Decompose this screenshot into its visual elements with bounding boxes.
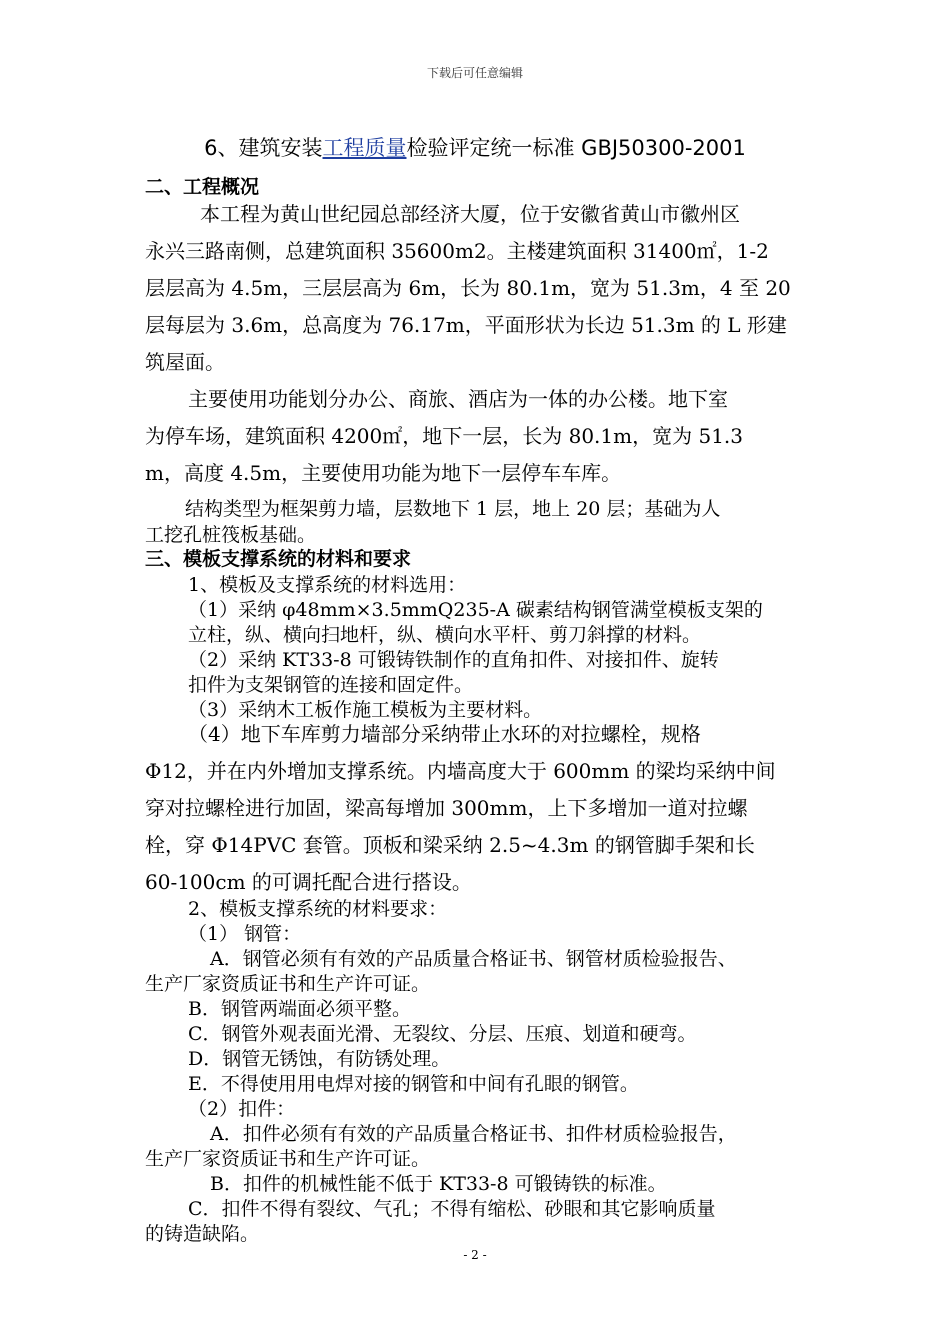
paragraph-line: 60-100cm 的可调托配合进行搭设。	[145, 870, 472, 894]
document-title	[0, 132, 950, 162]
section-heading-formwork: 三、模板支撑系统的材料和要求	[145, 548, 412, 570]
paragraph-line: C．扣件不得有裂纹、气孔；不得有缩松、砂眼和其它影响质量	[188, 1198, 716, 1220]
paragraph-line: 主要使用功能划分办公、商旅、酒店为一体的办公楼。地下室	[188, 387, 728, 411]
title-prefix: 6、建筑安装	[204, 136, 323, 160]
title-suffix: 检验评定统一标准 GBJ50300-2001	[406, 136, 746, 160]
paragraph-line: 层层高为 4.5m，三层层高为 6m，长为 80.1m，宽为 51.3m，4 至 20	[145, 276, 791, 300]
paragraph-line: m，高度 4.5m，主要使用功能为地下一层停车车库。	[145, 461, 622, 485]
paragraph-line: C．钢管外观表面光滑、无裂纹、分层、压痕、划道和硬弯。	[188, 1023, 697, 1045]
paragraph-line: 工挖孔桩筏板基础。	[145, 524, 317, 546]
paragraph-line: D．钢管无锈蚀，有防锈处理。	[188, 1048, 451, 1070]
paragraph-line: 扣件为支架钢管的连接和固定件。	[188, 674, 474, 696]
title-link[interactable]: 工程质量	[322, 136, 407, 160]
paragraph-line: 永兴三路南侧，总建筑面积 35600m2。主楼建筑面积 31400㎡，1-2	[145, 239, 769, 263]
paragraph-line: 生产厂家资质证书和生产许可证。	[145, 973, 431, 995]
paragraph-line: （4）地下车库剪力墙部分采纳带止水环的对拉螺栓，规格	[188, 722, 701, 746]
paragraph-line: Φ12，并在内外增加支撑系统。内墙高度大于 600mm 的梁均采纳中间	[145, 759, 776, 783]
paragraph-line: 1、模板及支撑系统的材料选用：	[188, 574, 467, 596]
paragraph-line: 为停车场，建筑面积 4200㎡，地下一层，长为 80.1m，宽为 51.3	[145, 424, 743, 448]
paragraph-line: 2、模板支撑系统的材料要求：	[188, 898, 448, 920]
page-number: - 2 -	[463, 1248, 487, 1262]
paragraph-line: 穿对拉螺栓进行加固，梁高每增加 300mm，上下多增加一道对拉螺	[145, 796, 748, 820]
paragraph-line: B．扣件的机械性能不低于 KT33-8 可锻铸铁的标准。	[210, 1173, 667, 1195]
paragraph-line: A．钢管必须有有效的产品质量合格证书、钢管材质检验报告、	[210, 948, 737, 970]
paragraph-line: （2）扣件：	[188, 1098, 296, 1120]
paragraph-line: 立柱，纵、横向扫地杆，纵、横向水平杆、剪刀斜撑的材料。	[188, 624, 702, 646]
paragraph-line: （2）采纳 KT33-8 可锻铸铁制作的直角扣件、对接扣件、旋转	[188, 649, 719, 671]
page-header: 下载后可任意编辑	[426, 66, 523, 80]
paragraph-line: 栓，穿 Φ14PVC 套管。顶板和梁采纳 2.5~4.3m 的钢管脚手架和长	[145, 833, 755, 857]
paragraph-line: 结构类型为框架剪力墙，层数地下 1 层，地上 20 层；基础为人	[185, 498, 721, 520]
paragraph-line: 筑屋面。	[145, 350, 225, 374]
paragraph-line: E．不得使用用电焊对接的钢管和中间有孔眼的钢管。	[188, 1073, 639, 1095]
paragraph-line: A．扣件必须有有效的产品质量合格证书、扣件材质检验报告，	[210, 1123, 737, 1145]
paragraph-line: 本工程为黄山世纪园总部经济大厦，位于安徽省黄山市徽州区	[200, 202, 740, 226]
paragraph-line: 生产厂家资质证书和生产许可证。	[145, 1148, 431, 1170]
paragraph-line: （3）采纳木工板作施工模板为主要材料。	[188, 699, 543, 721]
paragraph-line: （1）采纳 φ48mm×3.5mmQ235-A 碳素结构钢管满堂模板支架的	[188, 599, 763, 621]
section-heading-overview: 二、工程概况	[145, 176, 260, 198]
paragraph-line: 的铸造缺陷。	[145, 1223, 260, 1245]
paragraph-line: 层每层为 3.6m，总高度为 76.17m，平面形状为长边 51.3m 的 L 形建	[145, 313, 787, 337]
paragraph-line: B．钢管两端面必须平整。	[188, 998, 411, 1020]
paragraph-line: （1） 钢管：	[188, 923, 302, 945]
